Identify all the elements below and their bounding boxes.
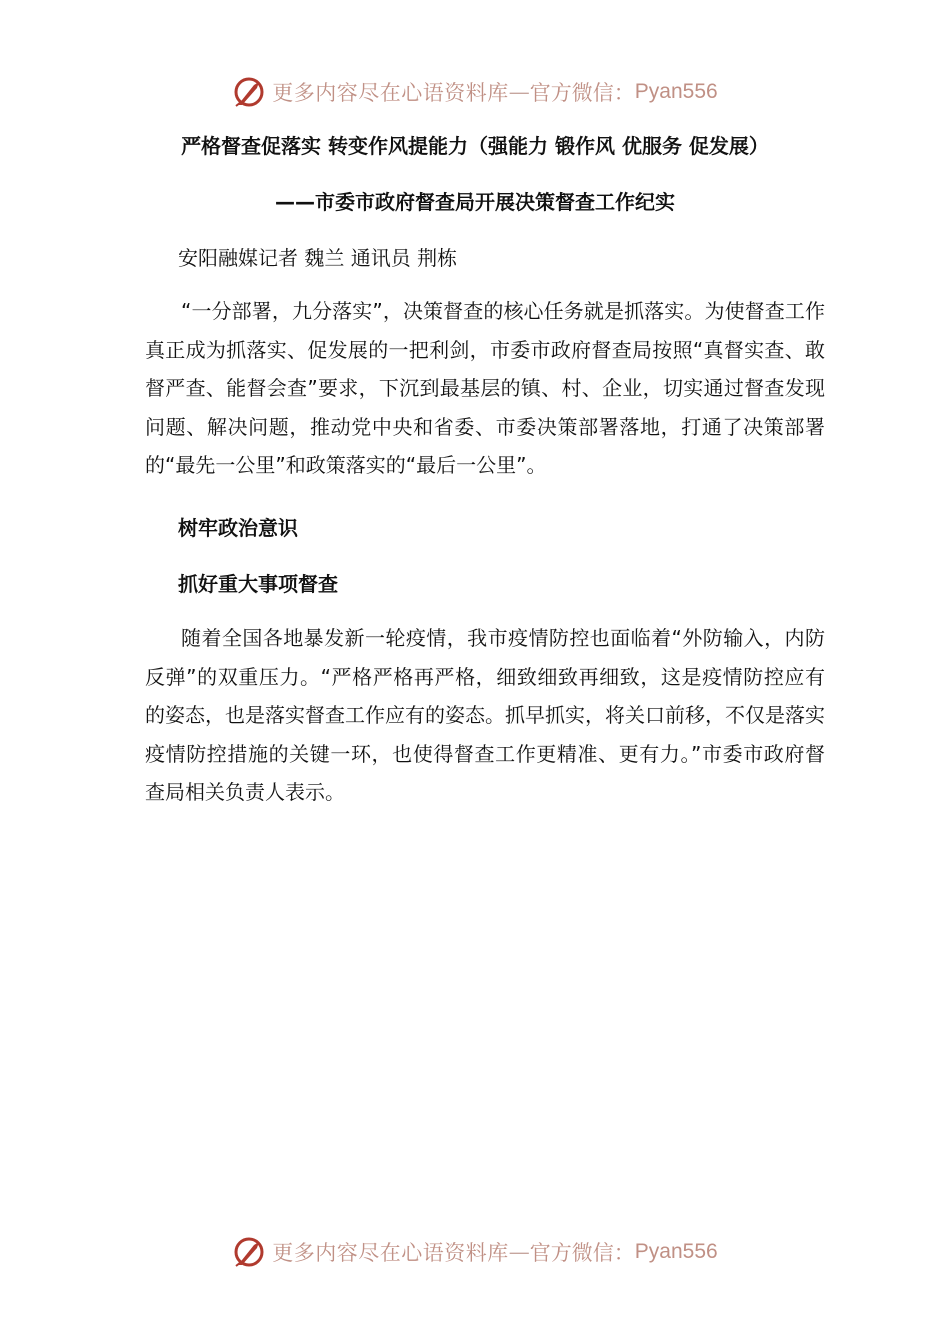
watermark-separator: — — [508, 80, 530, 104]
watermark-wechat-id: Pyan556 — [634, 80, 718, 103]
watermark-wechat-id: Pyan556 — [634, 1240, 718, 1263]
article-paragraph-1: “一分部署，九分落实”，决策督查的核心任务就是抓落实。为使督查工作真正成为抓落实、促发展的一把利剑，市委市政府督查局按照“真督实查、敢督严查、能督会查”要求，下沉到最基层的镇、村、企业，切实通过督查发现问题、解决问题，推动党中央和省委、市委决策部署落地，打通了决策部署的“最先一公里”和政策落实的“最后一公里”。 — [145, 299, 825, 477]
watermark-banner-bottom — [0, 1230, 950, 1274]
watermark-brand: 更多内容尽在心语资料库 — [272, 1241, 509, 1265]
watermark-brand: 更多内容尽在心语资料库 — [272, 81, 509, 105]
pen-logo-icon — [232, 75, 266, 109]
article-title: 严格督查促落实 转变作风提能力（强能力 锻作风 优服务 促发展） — [181, 134, 769, 158]
pen-logo-icon — [232, 1235, 266, 1269]
article-paragraph-2: 随着全国各地暴发新一轮疫情，我市疫情防控也面临着“外防输入，内防反弹”的双重压力。“严格严格再严格，细致细致再细致，这是疫情防控应有的姿态，也是落实督查工作应有的姿态。抓早抓实，将关口前移，不仅是落实疫情防控措施的关键一环，也使得督查工作更精准、更有力。”市委市政府督查局相关负责人表示。 — [145, 626, 825, 804]
section-heading-2: 抓好重大事项督查 — [178, 572, 338, 596]
article-subtitle: ——市委市政府督查局开展决策督查工作纪实 — [275, 190, 675, 214]
watermark-wechat-label: 官方微信： — [529, 1241, 635, 1265]
section-heading-1: 树牢政治意识 — [178, 516, 298, 540]
watermark-separator: — — [508, 1240, 530, 1264]
article-byline: 安阳融媒记者 魏兰 通讯员 荆栋 — [178, 246, 458, 270]
watermark-banner-top — [0, 70, 950, 114]
watermark-wechat-label: 官方微信： — [529, 81, 635, 105]
